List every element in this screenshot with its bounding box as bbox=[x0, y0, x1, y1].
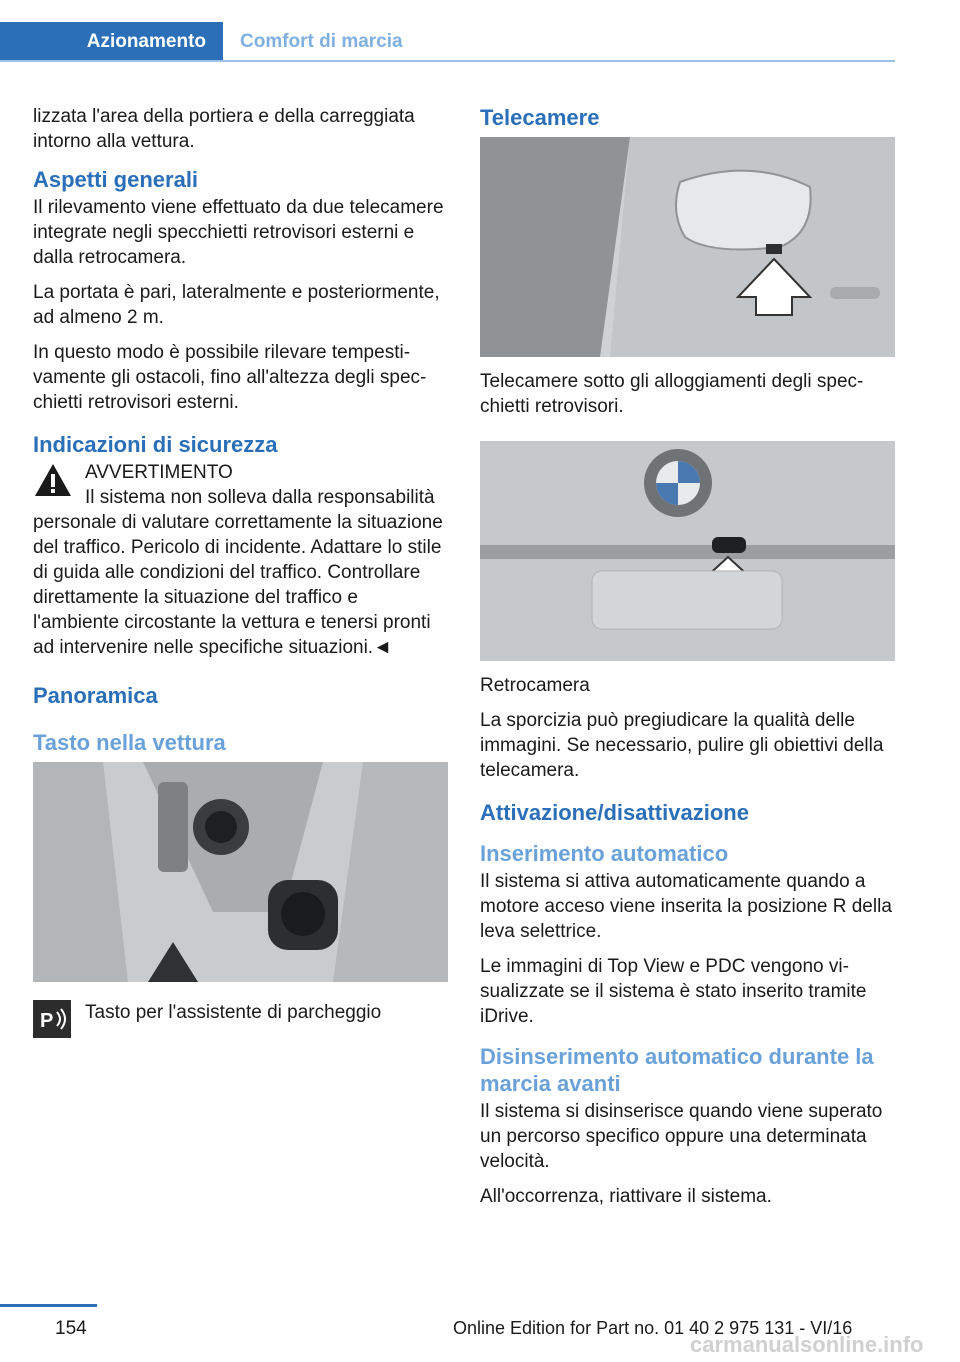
paragraph-detection: Il rilevamento viene effettuato da due telecamere integrate negli specchietti retrovisori esterni e dalla retrocamera. bbox=[33, 197, 444, 268]
watermark: carmanualsonline.info bbox=[690, 1332, 924, 1357]
warning-block bbox=[33, 460, 448, 660]
heading-activation: Attivazione/disattivazione bbox=[480, 800, 749, 825]
intro-paragraph: lizzata l'area della portiera e della carreggiata intorno alla vettura. bbox=[33, 106, 415, 152]
warning-text bbox=[33, 485, 448, 660]
header-divider bbox=[0, 60, 895, 62]
svg-text:P: P bbox=[40, 1010, 54, 1032]
paragraph-auto-on: Il sistema si attiva automaticamente quando a motore acceso viene inserita la posizione R della leva selettrice. bbox=[480, 871, 892, 942]
paragraph-reactivate: All'occorrenza, riattivare il sistema. bbox=[480, 1186, 772, 1207]
footer-rule bbox=[0, 1304, 97, 1307]
tab-comfort-di-marcia[interactable]: Comfort di marcia bbox=[240, 31, 403, 52]
header-tabbar bbox=[0, 22, 895, 62]
paragraph-range: La portata è pari, lateralmente e posteriormente, ad almeno 2 m. bbox=[33, 282, 440, 328]
edition-note: Online Edition for Part no. 01 40 2 975 131 - VI/16 bbox=[453, 1318, 853, 1338]
rear-camera-image bbox=[480, 441, 895, 661]
heading-general: Aspetti generali bbox=[33, 167, 199, 192]
heading-overview: Panoramica bbox=[33, 683, 158, 708]
parking-assistant-button-row bbox=[33, 1000, 448, 1044]
right-column bbox=[480, 104, 895, 1219]
parking-assistant-icon bbox=[33, 1000, 71, 1038]
heading-safety: Indicazioni di sicurezza bbox=[33, 432, 278, 457]
center-console-image bbox=[33, 762, 448, 982]
rear-camera-caption: Retrocamera bbox=[480, 675, 590, 696]
heading-cameras: Telecamere bbox=[480, 105, 600, 130]
warning-triangle-icon bbox=[33, 462, 73, 498]
heading-button-in-car: Tasto nella vettura bbox=[33, 730, 226, 755]
mirror-camera-image bbox=[480, 137, 895, 357]
heading-auto-off: Disinserimento automatico durante la marcia avanti bbox=[480, 1044, 874, 1096]
paragraph-topview: Le immagini di Top View e PDC vengono visualizzate se il sistema è stato inserito tramite iDrive. bbox=[480, 956, 867, 1027]
paragraph-obstacles: In questo modo è possibile rilevare tempestivamente gli ostacoli, fino all'altezza degli specchietti retrovisori esterni. bbox=[33, 342, 427, 413]
tab-azionamento[interactable]: Azionamento bbox=[0, 22, 223, 62]
warning-title: AVVERTIMENTO bbox=[85, 462, 233, 483]
paragraph-dirt: La sporcizia può pregiudicare la qualità delle immagini. Se necessario, pulire gli obiettivi della telecamera. bbox=[480, 710, 884, 781]
left-column bbox=[33, 104, 448, 1044]
page-number: 154 bbox=[55, 1318, 87, 1339]
heading-auto-on: Inserimento automatico bbox=[480, 841, 729, 866]
cameras-caption: Telecamere sotto gli alloggiamenti degli specchietti retrovisori. bbox=[480, 371, 864, 417]
paragraph-auto-off: Il sistema si disinserisce quando viene superato un percorso specifico oppure una determinata velocità. bbox=[480, 1101, 883, 1172]
button-caption: Tasto per l'assistente di parcheggio bbox=[85, 1002, 382, 1023]
warning-text-content: Il sistema non solleva dalla responsabilità personale di valutare correttamente la situazione del traffico. Pericolo di incidente. Adattare lo stile di guida alle condizioni del traffico. Controllare direttamente la situazione del traffico e l'ambiente circostante la vettura e tenersi pronti ad intervenire nelle specifiche situazioni.◄ bbox=[33, 487, 443, 658]
